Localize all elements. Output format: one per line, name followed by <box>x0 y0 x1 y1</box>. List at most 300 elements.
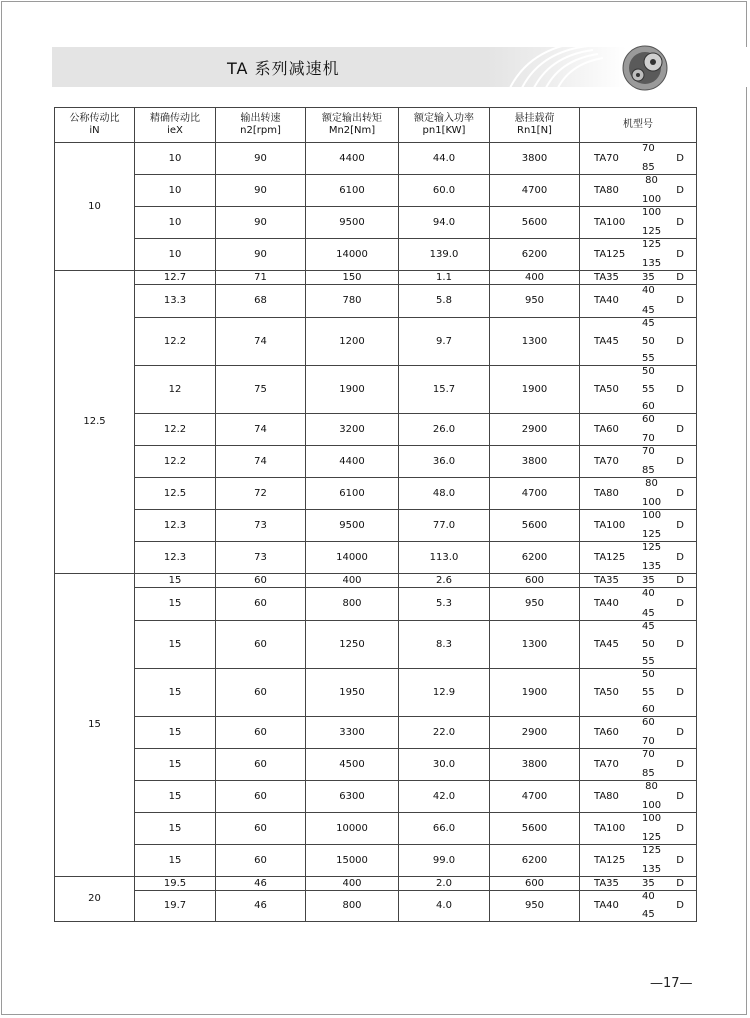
model-cell <box>580 285 697 318</box>
output-speed-cell: 60 <box>216 813 306 845</box>
model-suffix: D <box>676 686 684 698</box>
output-torque-cell: 4400 <box>306 143 399 175</box>
overhung-load-cell: 6200 <box>490 845 580 877</box>
input-power-cell: 36.0 <box>399 446 490 478</box>
model-sizes <box>642 588 655 620</box>
input-power-cell: 94.0 <box>399 207 490 239</box>
overhung-load-cell: 600 <box>490 574 580 588</box>
input-power-cell: 99.0 <box>399 845 490 877</box>
output-torque-cell: 800 <box>306 588 399 621</box>
model-sizes <box>642 510 661 541</box>
model-sizes <box>642 891 655 921</box>
output-speed-cell: 71 <box>216 271 306 285</box>
output-speed-cell: 60 <box>216 588 306 621</box>
model-name: TA100 <box>594 822 626 834</box>
overhung-load-cell: 5600 <box>490 510 580 542</box>
input-power-cell: 26.0 <box>399 414 490 446</box>
table-row <box>55 239 697 271</box>
header-cell-pn1: 额定输入功率 pn1[KW] <box>399 108 490 143</box>
model-cell <box>580 542 697 574</box>
exact-ratio-cell: 12.3 <box>135 510 216 542</box>
model-sizes <box>642 239 661 270</box>
output-speed-cell: 90 <box>216 175 306 207</box>
output-torque-cell: 1900 <box>306 366 399 414</box>
model-name: TA70 <box>594 758 619 770</box>
input-power-cell: 8.3 <box>399 621 490 669</box>
model-name: TA40 <box>594 295 619 306</box>
model-sizes <box>642 669 655 716</box>
model-suffix: D <box>676 335 684 347</box>
overhung-load-cell: 1900 <box>490 366 580 414</box>
model-suffix: D <box>676 758 684 770</box>
model-size: 135 <box>642 258 662 269</box>
table-row <box>55 574 697 588</box>
model-cell <box>580 143 697 175</box>
overhung-load-cell: 400 <box>490 271 580 285</box>
output-speed-cell: 74 <box>216 414 306 446</box>
model-size: 80 <box>645 781 658 792</box>
exact-ratio-cell: 12.2 <box>135 318 216 366</box>
model-suffix: D <box>676 455 684 467</box>
input-power-cell: 1.1 <box>399 271 490 285</box>
exact-ratio-cell: 10 <box>135 207 216 239</box>
model-sizes <box>642 285 655 317</box>
model-size: 55 <box>642 353 655 364</box>
exact-ratio-cell: 15 <box>135 717 216 749</box>
output-torque-cell: 400 <box>306 574 399 588</box>
exact-ratio-cell: 13.3 <box>135 285 216 318</box>
input-power-cell: 44.0 <box>399 143 490 175</box>
model-name: TA100 <box>594 519 626 531</box>
output-speed-cell: 72 <box>216 478 306 510</box>
model-name: TA70 <box>594 455 619 467</box>
model-sizes <box>642 366 655 413</box>
model-suffix: D <box>676 519 684 531</box>
model-suffix: D <box>676 574 684 586</box>
input-power-cell: 5.8 <box>399 285 490 318</box>
model-cell <box>580 510 697 542</box>
output-torque-cell: 6100 <box>306 478 399 510</box>
model-size: 135 <box>642 561 662 572</box>
model-size: 125 <box>642 845 662 856</box>
model-cell <box>580 588 697 621</box>
input-power-cell: 139.0 <box>399 239 490 271</box>
overhung-load-cell: 4700 <box>490 781 580 813</box>
output-torque-cell: 150 <box>306 271 399 285</box>
model-sizes <box>642 877 655 890</box>
overhung-load-cell: 5600 <box>490 813 580 845</box>
table-row <box>55 414 697 446</box>
table-row <box>55 143 697 175</box>
model-size: 100 <box>642 813 662 824</box>
output-speed-cell: 60 <box>216 845 306 877</box>
model-cell <box>580 781 697 813</box>
model-cell <box>580 621 697 669</box>
output-torque-cell: 14000 <box>306 239 399 271</box>
table-row <box>55 877 697 891</box>
model-size: 40 <box>642 588 655 599</box>
overhung-load-cell: 3800 <box>490 446 580 478</box>
overhung-load-cell: 2900 <box>490 717 580 749</box>
model-sizes <box>642 574 655 587</box>
model-size: 125 <box>642 832 662 843</box>
output-torque-cell: 3300 <box>306 717 399 749</box>
model-name: TA35 <box>594 574 619 586</box>
overhung-load-cell: 6200 <box>490 542 580 574</box>
header-cell-in: 公称传动比 iN <box>55 108 135 143</box>
input-power-cell: 30.0 <box>399 749 490 781</box>
exact-ratio-cell: 12.2 <box>135 446 216 478</box>
model-size: 70 <box>642 736 655 747</box>
table-row <box>55 781 697 813</box>
model-suffix: D <box>676 152 684 164</box>
model-size: 45 <box>642 318 655 329</box>
table-row <box>55 621 697 669</box>
table-row <box>55 891 697 922</box>
exact-ratio-cell: 19.5 <box>135 877 216 891</box>
model-size: 35 <box>642 271 655 283</box>
overhung-load-cell: 3800 <box>490 143 580 175</box>
model-suffix: D <box>676 638 684 650</box>
model-suffix: D <box>676 790 684 802</box>
nominal-ratio-cell: 15 <box>55 574 135 877</box>
output-torque-cell: 9500 <box>306 510 399 542</box>
page-title: TA 系列减速机 <box>227 59 340 78</box>
input-power-cell: 2.0 <box>399 877 490 891</box>
page-number: —17— <box>650 976 693 991</box>
output-speed-cell: 68 <box>216 285 306 318</box>
model-name: TA125 <box>594 551 626 563</box>
model-suffix: D <box>676 551 684 563</box>
model-cell <box>580 366 697 414</box>
model-sizes <box>642 318 655 365</box>
header-cell-model: 机型号 <box>580 108 697 143</box>
table-row <box>55 717 697 749</box>
model-size: 45 <box>642 305 655 316</box>
output-torque-cell: 14000 <box>306 542 399 574</box>
model-cell <box>580 574 697 588</box>
model-size: 55 <box>642 686 655 698</box>
exact-ratio-cell: 12.5 <box>135 478 216 510</box>
input-power-cell: 22.0 <box>399 717 490 749</box>
output-speed-cell: 90 <box>216 239 306 271</box>
output-speed-cell: 90 <box>216 143 306 175</box>
output-speed-cell: 60 <box>216 717 306 749</box>
model-cell <box>580 717 697 749</box>
model-suffix: D <box>676 216 684 228</box>
output-torque-cell: 4500 <box>306 749 399 781</box>
model-size: 50 <box>642 638 655 650</box>
model-name: TA40 <box>594 900 619 911</box>
model-size: 40 <box>642 285 655 296</box>
model-name: TA125 <box>594 854 626 866</box>
model-name: TA35 <box>594 877 619 889</box>
table-row <box>55 366 697 414</box>
table-row <box>55 813 697 845</box>
model-sizes <box>642 749 655 780</box>
model-suffix: D <box>676 383 684 395</box>
input-power-cell: 4.0 <box>399 891 490 922</box>
table-row <box>55 175 697 207</box>
output-torque-cell: 1250 <box>306 621 399 669</box>
output-torque-cell: 6300 <box>306 781 399 813</box>
model-cell <box>580 239 697 271</box>
spec-table <box>54 107 697 922</box>
output-speed-cell: 60 <box>216 749 306 781</box>
nominal-ratio-cell: 10 <box>55 143 135 271</box>
model-sizes <box>642 845 661 876</box>
model-name: TA125 <box>594 248 626 260</box>
model-suffix: D <box>676 295 684 306</box>
model-cell <box>580 318 697 366</box>
table-row <box>55 271 697 285</box>
exact-ratio-cell: 15 <box>135 749 216 781</box>
model-sizes <box>642 813 661 844</box>
model-cell <box>580 845 697 877</box>
exact-ratio-cell: 15 <box>135 813 216 845</box>
exact-ratio-cell: 19.7 <box>135 891 216 922</box>
model-suffix: D <box>676 854 684 866</box>
overhung-load-cell: 5600 <box>490 207 580 239</box>
output-speed-cell: 60 <box>216 621 306 669</box>
header-cell-mn2: 额定输出转矩 Mn2[Nm] <box>306 108 399 143</box>
model-size: 45 <box>642 621 655 632</box>
model-size: 55 <box>642 383 655 395</box>
gear-logo-icon <box>488 40 708 96</box>
model-sizes <box>642 207 661 238</box>
nominal-ratio-cell: 12.5 <box>55 271 135 574</box>
output-torque-cell: 6100 <box>306 175 399 207</box>
output-speed-cell: 60 <box>216 781 306 813</box>
model-size: 125 <box>642 529 662 540</box>
overhung-load-cell: 4700 <box>490 478 580 510</box>
output-speed-cell: 46 <box>216 891 306 922</box>
table-row <box>55 207 697 239</box>
model-sizes <box>642 542 661 573</box>
exact-ratio-cell: 15 <box>135 669 216 717</box>
model-size: 60 <box>642 414 655 425</box>
model-size: 60 <box>642 704 655 715</box>
output-torque-cell: 400 <box>306 877 399 891</box>
overhung-load-cell: 950 <box>490 588 580 621</box>
model-sizes <box>642 414 655 445</box>
table-body <box>55 143 697 922</box>
output-torque-cell: 1200 <box>306 318 399 366</box>
model-size: 135 <box>642 864 662 875</box>
output-speed-cell: 74 <box>216 318 306 366</box>
exact-ratio-cell: 12.7 <box>135 271 216 285</box>
model-sizes <box>642 478 661 509</box>
model-size: 100 <box>642 800 662 811</box>
model-suffix: D <box>676 726 684 738</box>
model-size: 55 <box>642 656 655 667</box>
model-sizes <box>642 175 661 206</box>
model-size: 85 <box>642 162 655 173</box>
overhung-load-cell: 950 <box>490 891 580 922</box>
overhung-load-cell: 600 <box>490 877 580 891</box>
model-size: 70 <box>642 446 655 457</box>
model-name: TA70 <box>594 152 619 164</box>
model-cell <box>580 478 697 510</box>
model-size: 50 <box>642 366 655 377</box>
model-suffix: D <box>676 487 684 499</box>
exact-ratio-cell: 10 <box>135 239 216 271</box>
output-torque-cell: 1950 <box>306 669 399 717</box>
overhung-load-cell: 6200 <box>490 239 580 271</box>
model-size: 50 <box>642 669 655 680</box>
output-speed-cell: 60 <box>216 574 306 588</box>
model-suffix: D <box>676 598 684 609</box>
output-speed-cell: 74 <box>216 446 306 478</box>
exact-ratio-cell: 10 <box>135 143 216 175</box>
model-cell <box>580 877 697 891</box>
model-size: 100 <box>642 510 662 521</box>
model-size: 70 <box>642 749 655 760</box>
model-size: 85 <box>642 465 655 476</box>
exact-ratio-cell: 12.3 <box>135 542 216 574</box>
exact-ratio-cell: 15 <box>135 845 216 877</box>
output-torque-cell: 4400 <box>306 446 399 478</box>
output-speed-cell: 60 <box>216 669 306 717</box>
table-row <box>55 749 697 781</box>
input-power-cell: 48.0 <box>399 478 490 510</box>
model-size: 40 <box>642 891 655 902</box>
model-cell <box>580 175 697 207</box>
input-power-cell: 12.9 <box>399 669 490 717</box>
model-size: 35 <box>642 877 655 889</box>
model-suffix: D <box>676 900 684 911</box>
output-torque-cell: 800 <box>306 891 399 922</box>
model-name: TA80 <box>594 184 619 196</box>
model-size: 60 <box>642 717 655 728</box>
model-sizes <box>642 781 661 812</box>
input-power-cell: 2.6 <box>399 574 490 588</box>
model-cell <box>580 891 697 922</box>
table-row <box>55 285 697 318</box>
model-size: 100 <box>642 207 662 218</box>
model-name: TA100 <box>594 216 626 228</box>
input-power-cell: 15.7 <box>399 366 490 414</box>
table-row <box>55 318 697 366</box>
table-row <box>55 845 697 877</box>
nominal-ratio-cell: 20 <box>55 877 135 922</box>
overhung-load-cell: 1300 <box>490 621 580 669</box>
model-size: 125 <box>642 239 662 250</box>
model-suffix: D <box>676 248 684 260</box>
output-torque-cell: 780 <box>306 285 399 318</box>
model-size: 70 <box>642 143 655 154</box>
model-name: TA45 <box>594 335 619 347</box>
output-speed-cell: 75 <box>216 366 306 414</box>
exact-ratio-cell: 12 <box>135 366 216 414</box>
model-size: 60 <box>642 401 655 412</box>
output-torque-cell: 9500 <box>306 207 399 239</box>
exact-ratio-cell: 15 <box>135 588 216 621</box>
output-speed-cell: 90 <box>216 207 306 239</box>
table-row <box>55 478 697 510</box>
table-row <box>55 510 697 542</box>
model-size: 100 <box>642 497 662 508</box>
model-size: 45 <box>642 909 655 920</box>
table-row <box>55 669 697 717</box>
model-size: 35 <box>642 574 655 586</box>
output-torque-cell: 3200 <box>306 414 399 446</box>
output-torque-cell: 15000 <box>306 845 399 877</box>
output-speed-cell: 73 <box>216 510 306 542</box>
table-header-row <box>55 108 697 143</box>
model-size: 125 <box>642 226 662 237</box>
input-power-cell: 77.0 <box>399 510 490 542</box>
input-power-cell: 66.0 <box>399 813 490 845</box>
model-suffix: D <box>676 423 684 435</box>
model-cell <box>580 207 697 239</box>
model-suffix: D <box>676 271 684 283</box>
header-cell-n2: 输出转速 n2[rpm] <box>216 108 306 143</box>
model-sizes <box>642 271 655 284</box>
input-power-cell: 5.3 <box>399 588 490 621</box>
table-row <box>55 588 697 621</box>
output-speed-cell: 73 <box>216 542 306 574</box>
model-name: TA80 <box>594 790 619 802</box>
input-power-cell: 9.7 <box>399 318 490 366</box>
model-name: TA40 <box>594 598 619 609</box>
model-cell <box>580 446 697 478</box>
model-cell <box>580 813 697 845</box>
model-size: 100 <box>642 194 662 205</box>
model-cell <box>580 669 697 717</box>
model-size: 125 <box>642 542 662 553</box>
table-row <box>55 542 697 574</box>
model-cell <box>580 271 697 285</box>
model-size: 85 <box>642 768 655 779</box>
exact-ratio-cell: 15 <box>135 574 216 588</box>
exact-ratio-cell: 15 <box>135 781 216 813</box>
exact-ratio-cell: 12.2 <box>135 414 216 446</box>
model-suffix: D <box>676 877 684 889</box>
model-size: 80 <box>645 478 658 489</box>
exact-ratio-cell: 10 <box>135 175 216 207</box>
output-speed-cell: 46 <box>216 877 306 891</box>
model-name: TA50 <box>594 686 619 698</box>
output-torque-cell: 10000 <box>306 813 399 845</box>
model-sizes <box>642 143 655 174</box>
header-cell-iex: 精确传动比 ieX <box>135 108 216 143</box>
table-row <box>55 446 697 478</box>
model-name: TA35 <box>594 271 619 283</box>
model-size: 45 <box>642 608 655 619</box>
input-power-cell: 42.0 <box>399 781 490 813</box>
model-name: TA60 <box>594 423 619 435</box>
model-size: 80 <box>645 175 658 186</box>
model-name: TA80 <box>594 487 619 499</box>
model-suffix: D <box>676 184 684 196</box>
overhung-load-cell: 3800 <box>490 749 580 781</box>
model-suffix: D <box>676 822 684 834</box>
overhung-load-cell: 4700 <box>490 175 580 207</box>
model-sizes <box>642 621 655 668</box>
input-power-cell: 60.0 <box>399 175 490 207</box>
model-sizes <box>642 446 655 477</box>
model-name: TA60 <box>594 726 619 738</box>
overhung-load-cell: 1300 <box>490 318 580 366</box>
model-name: TA50 <box>594 383 619 395</box>
overhung-load-cell: 1900 <box>490 669 580 717</box>
header-cell-rn1: 悬挂载荷 Rn1[N] <box>490 108 580 143</box>
exact-ratio-cell: 15 <box>135 621 216 669</box>
model-cell <box>580 749 697 781</box>
model-sizes <box>642 717 655 748</box>
input-power-cell: 113.0 <box>399 542 490 574</box>
